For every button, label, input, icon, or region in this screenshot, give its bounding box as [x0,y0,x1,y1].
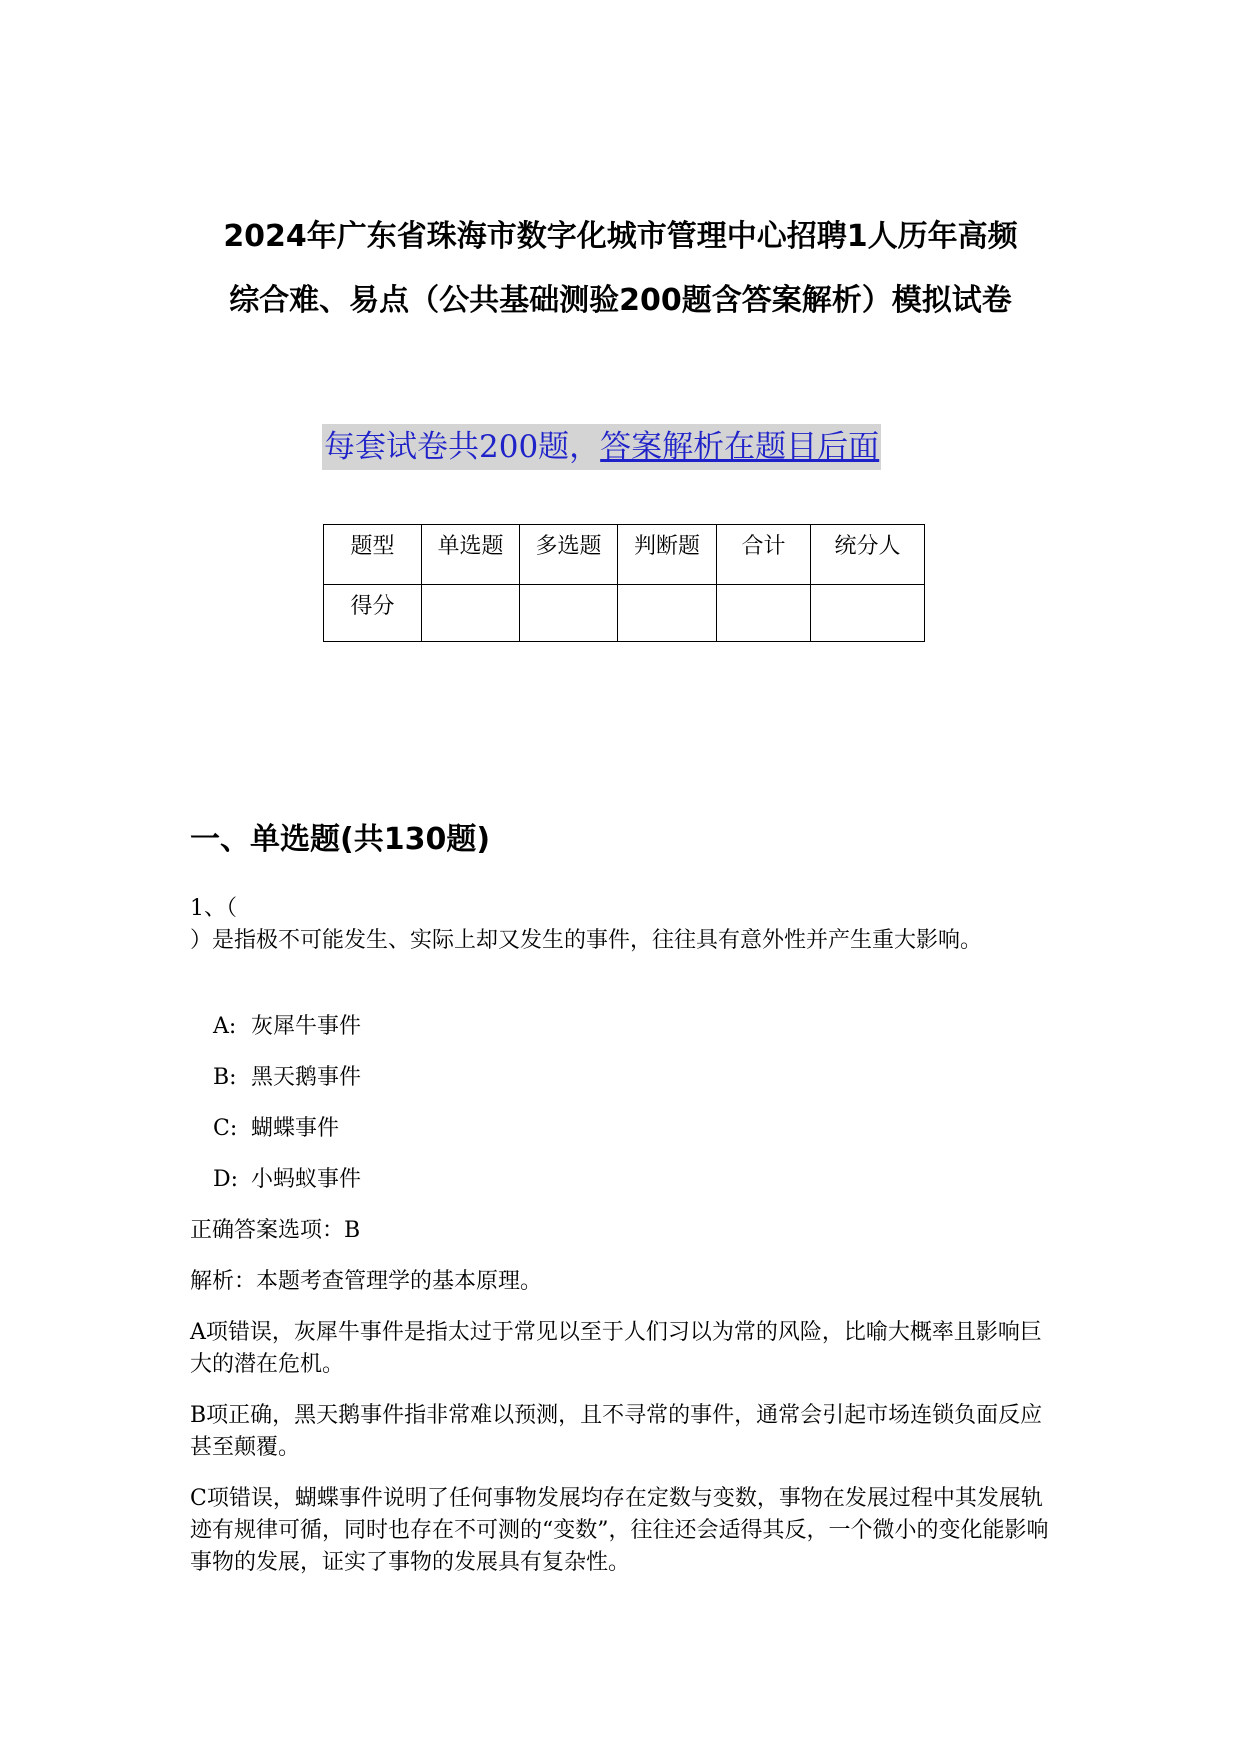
analysis-option-a: A项错误，灰犀牛事件是指太过于常见以至于人们习以为常的风险，比喻大概率且影响巨大的潜在危机。 [190,1320,1042,1377]
option-d [213,1164,361,1196]
table-header: 题型 [324,525,422,585]
option-b [213,1062,361,1094]
title-line-2: 综合难、易点（公共基础测验200题含答案解析）模拟试卷 [229,283,1012,318]
option-text: 灰犀牛事件 [251,1014,362,1039]
option-letter: C: [213,1116,238,1141]
score-cell [811,585,925,642]
analysis-option-b: B项正确，黑天鹅事件指非常难以预测，且不寻常的事件，通常会引起市场连锁负面反应甚至颠覆。 [190,1403,1043,1460]
analysis-option-c: C项错误，蝴蝶事件说明了任何事物发展均存在定数与变数，事物在发展过程中其发展轨迹有规律可循，同时也存在不可测的“变数”，往往还会适得其反，一个微小的变化能影响事物的发展，证实了事物的发展具有复杂性。 [190,1486,1049,1575]
score-table-header-row [324,525,925,585]
score-table [323,524,925,642]
score-cell [618,585,717,642]
answer-line: 正确答案选项：B [190,1218,361,1243]
table-header: 单选题 [422,525,520,585]
option-c [213,1113,339,1145]
banner-link[interactable]: 答案解析在题目后面 [600,429,880,465]
section-heading: 一、单选题(共130题) [190,822,491,857]
analysis-intro: 解析：本题考查管理学的基本原理。 [190,1269,543,1294]
table-header: 统分人 [811,525,925,585]
table-header: 判断题 [618,525,717,585]
table-row-label: 得分 [324,585,422,642]
option-text: 黑天鹅事件 [251,1065,362,1090]
score-cell [520,585,618,642]
question-stem: ）是指极不可能发生、实际上却又发生的事件，往往具有意外性并产生重大影响。 [190,928,983,953]
title-line-1: 2024年广东省珠海市数字化城市管理中心招聘1人历年高频 [223,219,1018,254]
option-letter: A: [213,1014,237,1039]
option-text: 小蚂蚁事件 [251,1167,362,1192]
document-title [150,205,1091,333]
table-header: 多选题 [520,525,618,585]
score-table-row [324,585,925,642]
exam-info-banner [322,424,881,470]
option-letter: B: [213,1065,237,1090]
score-cell [717,585,811,642]
table-header: 合计 [717,525,811,585]
score-cell [422,585,520,642]
option-a [213,1011,361,1043]
banner-text: 每套试卷共200题， [324,429,601,465]
option-text: 蝴蝶事件 [251,1116,340,1141]
question-number: 1、（ [190,896,237,921]
option-letter: D: [213,1167,239,1192]
